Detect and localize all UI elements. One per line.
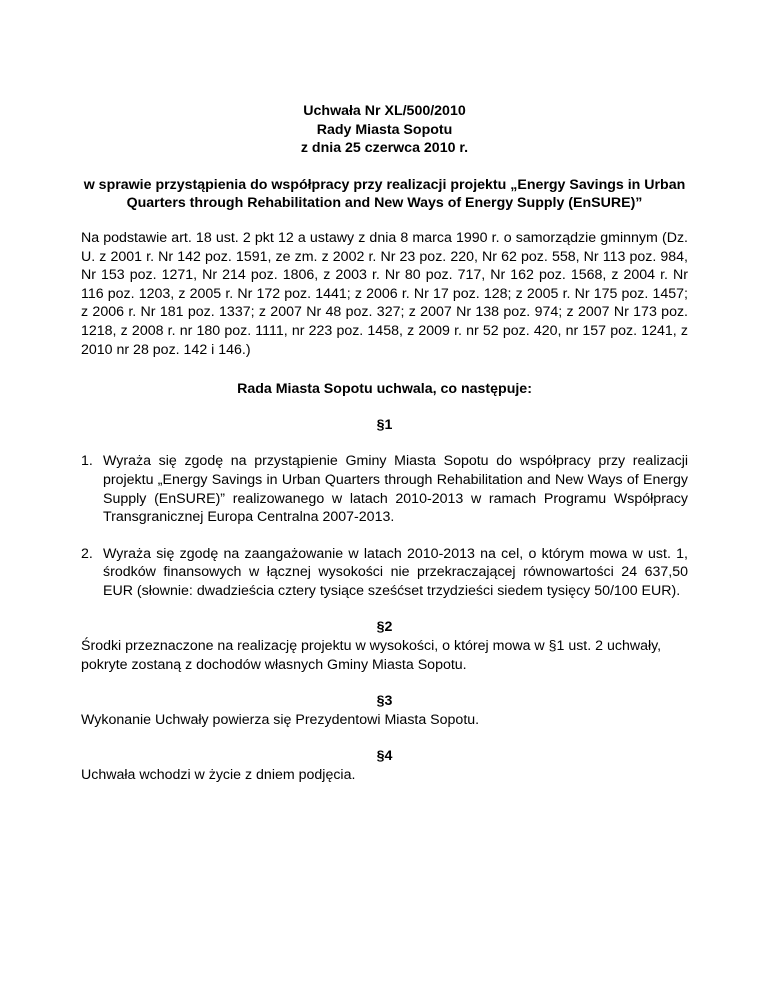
- resolution-number: Uchwała Nr XL/500/2010: [303, 103, 466, 119]
- subject-line-1: w sprawie przystąpienia do współpracy przy realizacji projektu „Energy Savings in Urban: [83, 176, 686, 193]
- list-item-number: 1.: [81, 453, 93, 470]
- section-3: [81, 692, 688, 729]
- section-4-heading: §4: [376, 748, 393, 765]
- list-item: [81, 452, 688, 526]
- section-2-text: Środki przeznaczone na realizację projektu w wysokości, o której mowa w §1 ust. 2 uchwały, pokryte zostaną z dochodów własnych Gminy Miasta Sopotu.: [81, 638, 662, 673]
- document-page: [81, 102, 688, 785]
- list-item-text: Wyraża się zgodę na przystąpienie Gminy Miasta Sopotu do współpracy przy realizacji projektu „Energy Savings in Urban Quarters through Rehabilitation and New Ways of Energy Supply (EnSURE)” realizowanego w latach 2010-2013 w ramach Programu Współpracy Transgranicznej Europa Centralna 2007-2013.: [103, 453, 688, 526]
- section-2: [81, 618, 688, 674]
- legal-basis: Na podstawie art. 18 ust. 2 pkt 12 a ustawy z dnia 8 marca 1990 r. o samorządzie gminnym (Dz. U. z 2001 r. Nr 142 poz. 1591, ze zm. z 2002 r. Nr 23 poz. 220, Nr 62 poz. 558, Nr 113 poz. 984, Nr 153 poz. 1271, Nr 214 poz. 1806, z 2003 r. Nr 80 poz. 717, Nr 162 poz. 1568, z 2004 r. Nr 116 poz. 1203, z 2005 r. Nr 172 poz. 1441; z 2006 r. Nr 17 poz. 128; z 2005 r. Nr 175 poz. 1457; z 2006 r. Nr 181 poz. 1337; z 2007 Nr 48 poz. 327; z 2007 Nr 138 poz. 974; z 2007 Nr 173 poz. 1218, z 2008 r. nr 180 poz. 1111, nr 223 poz. 1458, z 2009 r. nr 52 poz. 420, nr 157 poz. 1241, z 2010 nr 28 poz. 142 i 146.): [81, 229, 688, 358]
- section-3-heading: §3: [376, 693, 393, 710]
- document-header: [81, 102, 688, 158]
- council-decides-heading: Rada Miasta Sopotu uchwala, co następuje:: [237, 381, 532, 398]
- section-2-heading: §2: [376, 619, 393, 636]
- section-3-text: Wykonanie Uchwały powierza się Prezydentowi Miasta Sopotu.: [81, 711, 480, 728]
- list-item-text: Wyraża się zgodę na zaangażowanie w latach 2010-2013 na cel, o którym mowa w ust. 1, środków finansowych w łącznej wysokości nie przekraczającej równowartości 24 637,50 EUR (słownie: dwadzieścia cztery tysiące sześćset trzydzieści siedem tysięcy 50/100 EUR).: [103, 545, 688, 599]
- resolution-subject: [81, 176, 688, 213]
- section-4-text: Uchwała wchodzi w życie z dniem podjęcia.: [81, 767, 356, 784]
- list-item-number: 2.: [81, 545, 93, 562]
- section-4: [81, 747, 688, 784]
- section-1-heading: §1: [376, 416, 393, 433]
- section-1: [81, 416, 688, 601]
- section-1-list: [81, 452, 688, 600]
- resolution-date: z dnia 25 czerwca 2010 r.: [300, 140, 469, 157]
- subject-line-2: Quarters through Rehabilitation and New Ways of Energy Supply (EnSURE)”: [126, 195, 643, 212]
- council-name: Rady Miasta Sopotu: [316, 121, 453, 138]
- list-item: [81, 545, 688, 601]
